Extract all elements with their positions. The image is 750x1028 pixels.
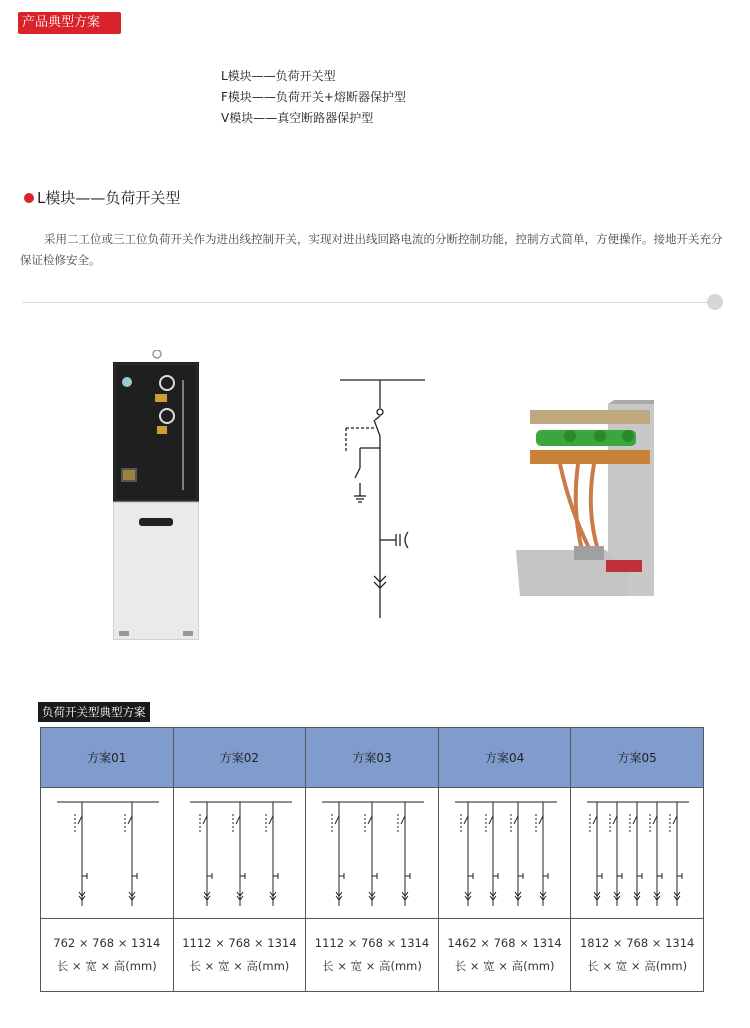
scheme-units: 长 × 宽 × 高(mm) [189,959,290,973]
section-description: 采用二工位或三工位负荷开关作为进出线控制开关，实现对进出线回路电流的分断控制功能，控制方式简单，方便操作。接地开关充分保证检修安全。 [20,232,723,267]
module-item-l: L模块——负荷开关型 [221,69,336,83]
feeder-line [332,802,344,906]
table-label: 负荷开关型典型方案 [38,702,150,722]
scheme-dims-cell [173,919,306,992]
scheme-diagram-cell [571,788,704,919]
scheme-diagram-cell [438,788,571,919]
table-dimension-row [41,919,704,992]
bullet-dot-icon [24,193,34,203]
feeder-line [200,802,212,906]
feeder-line [650,802,662,906]
scheme-units: 长 × 宽 × 高(mm) [56,959,157,973]
scheme-diagram [306,788,438,914]
scheme-units: 长 × 宽 × 高(mm) [587,959,688,973]
feeder-line [511,802,523,906]
scheme-dims-cell [571,919,704,992]
scheme-dims: 1462 × 768 × 1314 [447,936,562,950]
cabinet-photo [113,350,199,640]
scheme-units: 长 × 宽 × 高(mm) [454,959,555,973]
scheme-units: 长 × 宽 × 高(mm) [322,959,422,973]
section-title [24,187,180,208]
scheme-dims: 1812 × 768 × 1314 [579,936,695,950]
divider-knob [707,294,723,310]
feeder-line [461,802,473,906]
scheme-dims-cell [41,919,174,992]
module-list [221,66,406,129]
feeder-line [536,802,548,906]
feeder-line [590,802,602,906]
table-header-row [41,728,704,788]
scheme-dims: 1112 × 768 × 1314 [182,936,297,950]
scheme-diagram-cell [41,788,174,919]
feeder-line [670,802,682,906]
feeder-line [486,802,498,906]
scheme-diagram-cell [173,788,306,919]
section-title-text: L模块——负荷开关型 [37,189,181,207]
scheme-name-cell: 方案04 [438,728,571,788]
feeder-line [398,802,410,906]
feeder-line [75,802,87,906]
scheme-name-cell: 方案02 [173,728,306,788]
feeder-line [610,802,622,906]
module-item-v: V模块——真空断路器保护型 [221,111,374,125]
scheme-name-cell: 方案03 [306,728,439,788]
feeder-line [125,802,137,906]
scheme-dims-cell [438,919,571,992]
section-tag: 产品典型方案 [18,12,121,34]
feeder-line [365,802,377,906]
module-item-f: F模块——负荷开关+熔断器保护型 [221,90,406,104]
scheme-name-cell: 方案01 [41,728,174,788]
scheme-diagram [41,788,173,914]
table-diagram-row [41,788,704,919]
feeder-line [630,802,642,906]
scheme-dims: 762 × 768 × 1314 [53,936,161,950]
single-line-diagram [330,368,430,623]
scheme-dims: 1112 × 768 × 1314 [314,936,430,950]
feeder-line [233,802,245,906]
scheme-diagram [174,788,306,914]
scheme-name-cell: 方案05 [571,728,704,788]
switch-3d-illustration [510,400,660,600]
scheme-table [40,727,704,992]
feeder-line [266,802,278,906]
scheme-dims-cell [306,919,439,992]
scheme-diagram-cell [306,788,439,919]
scheme-diagram [571,788,703,914]
scheme-diagram [439,788,571,914]
divider-line [22,302,716,303]
